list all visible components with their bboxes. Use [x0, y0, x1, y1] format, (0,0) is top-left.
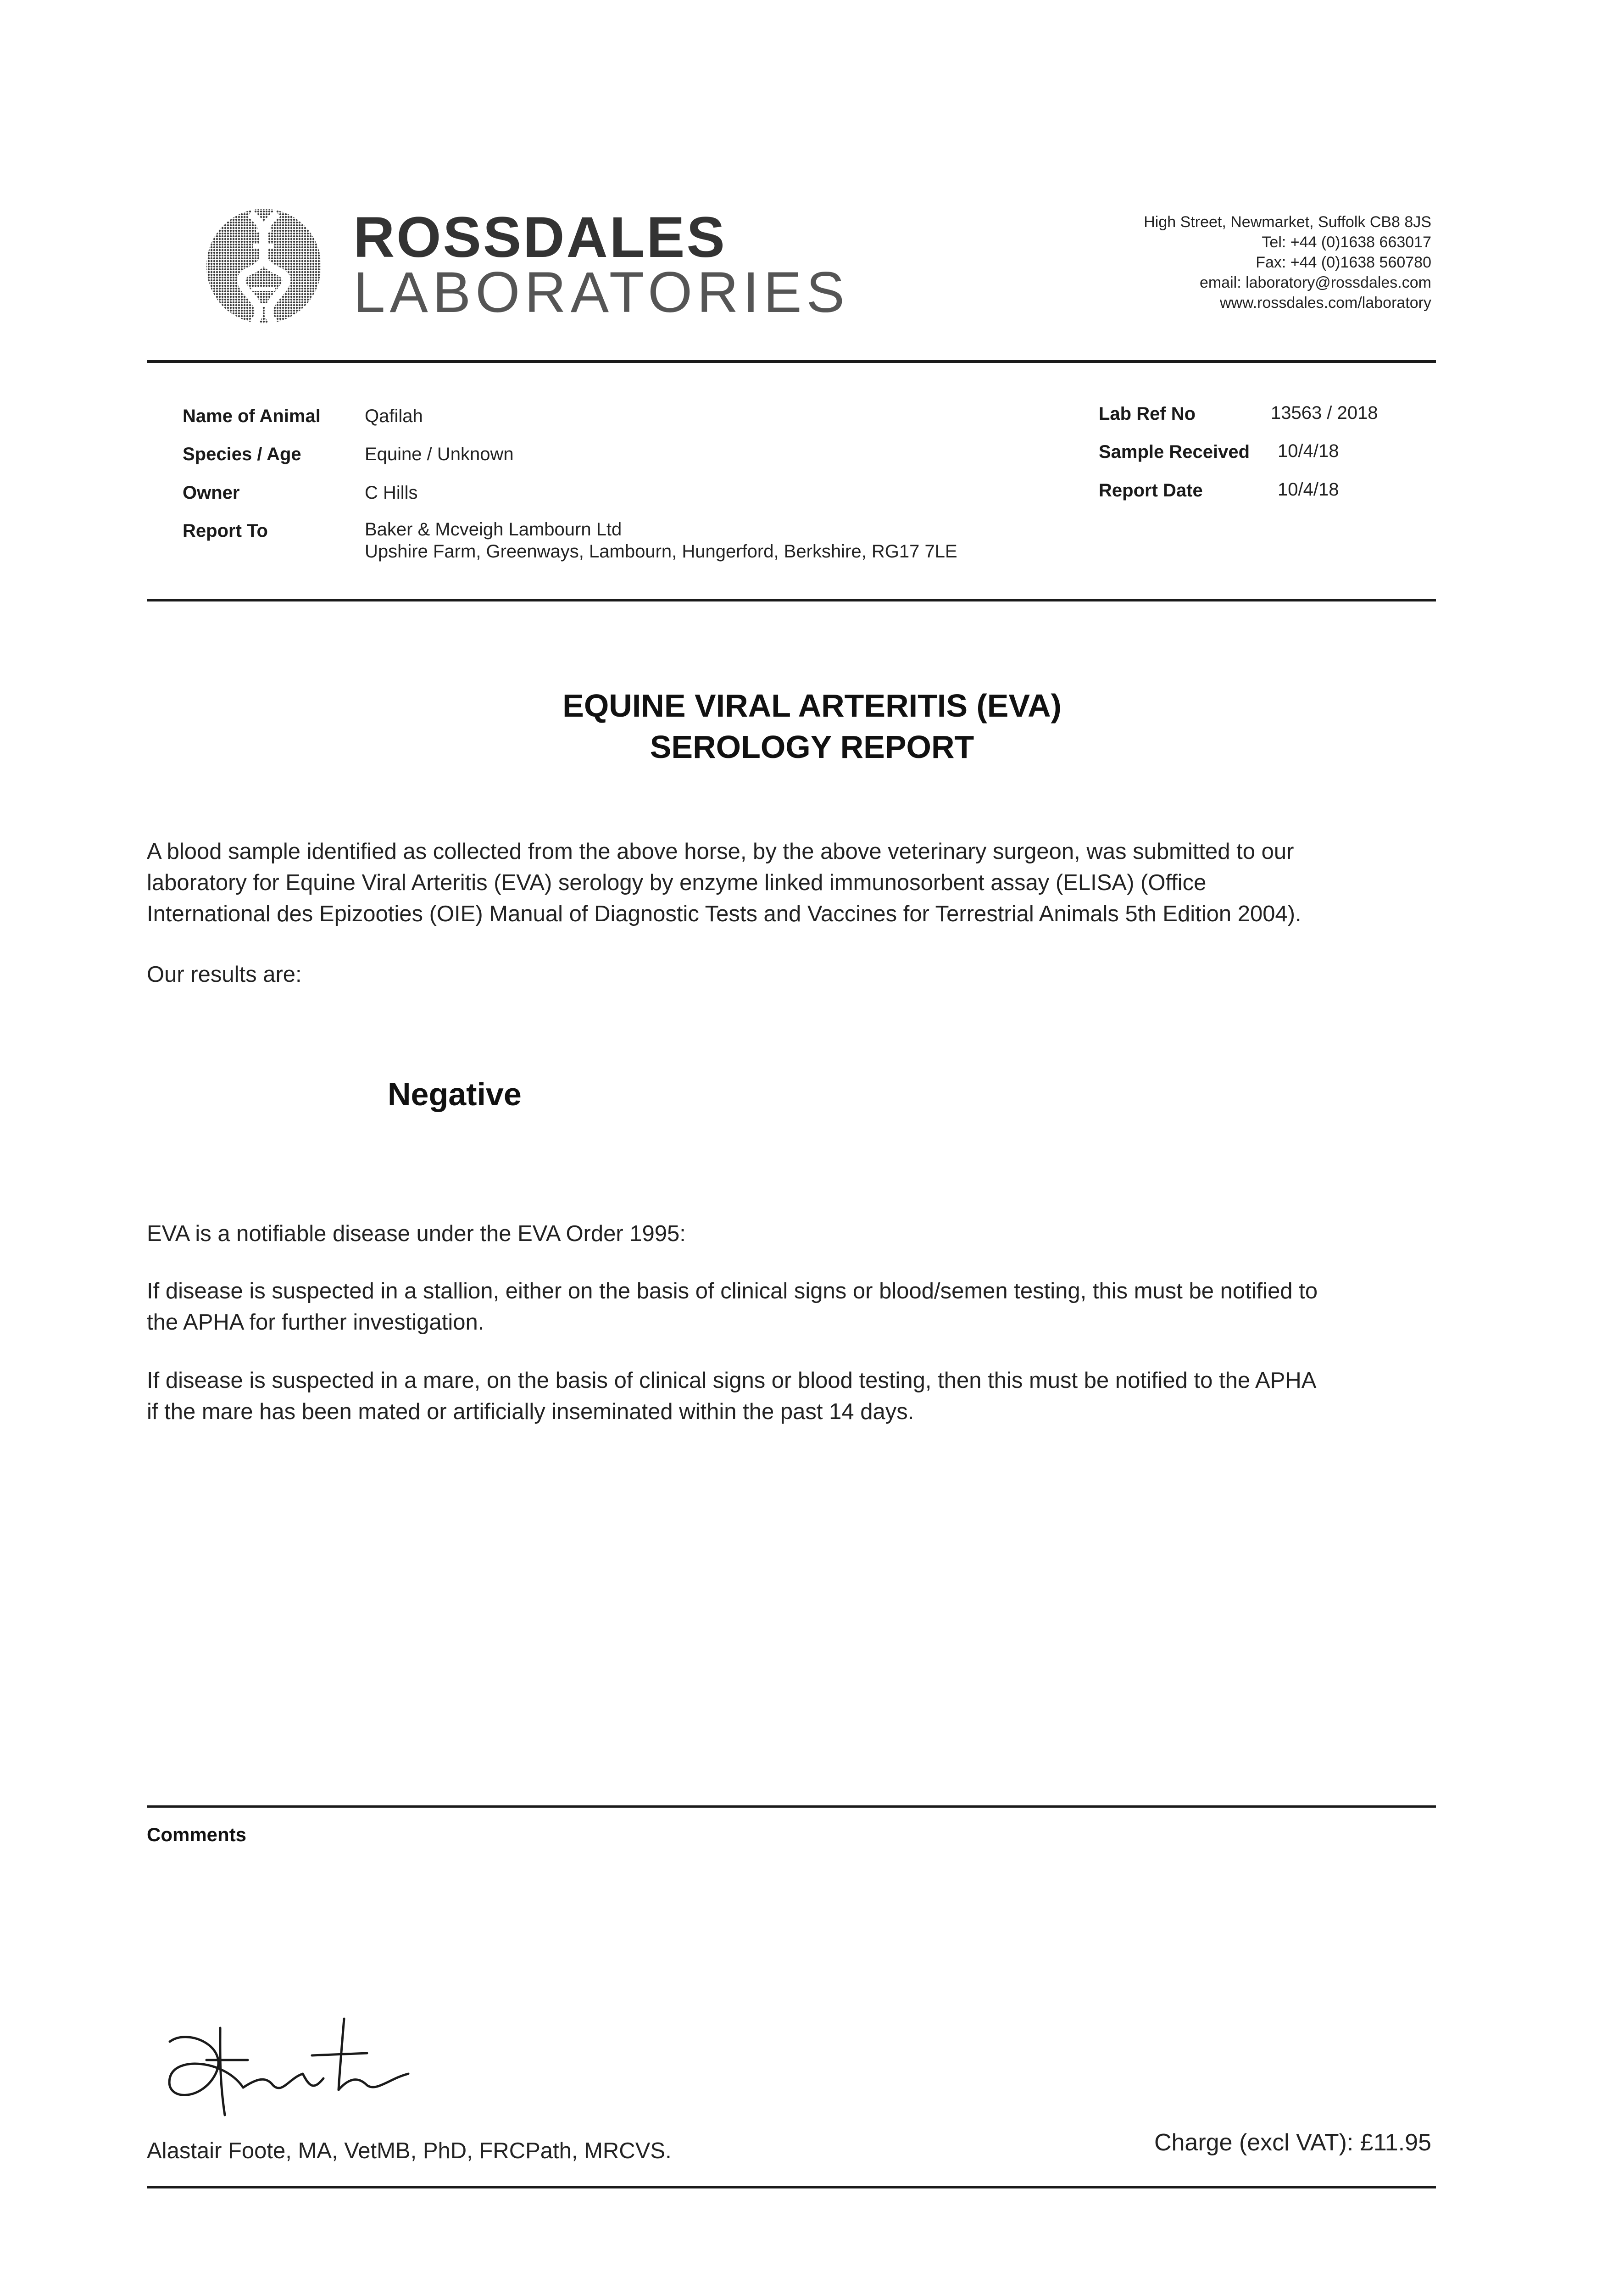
signatory-name: Alastair Foote, MA, VetMB, PhD, FRCPath, MRCVS.	[147, 2138, 672, 2163]
name-of-animal-label: Name of Animal	[183, 406, 321, 426]
signature	[151, 2010, 482, 2120]
stallion-line: If disease is suspected in a stallion, either on the basis of clinical signs or blood/semen testing, this must be notified to	[147, 1279, 1318, 1303]
website-url: www.rossdales.com/laboratory	[1219, 294, 1431, 312]
report-date-value: 10/4/18	[1278, 479, 1339, 500]
intro-line: A blood sample identified as collected from the above horse, by the above veterinary surgeon, was submitted to our	[147, 839, 1294, 864]
owner-value: C Hills	[365, 483, 418, 503]
intro-line: International des Epizooties (OIE) Manual of Diagnostic Tests and Vaccines for Terrestrial Animals 5th Edition 2004).	[147, 902, 1301, 926]
test-result: Negative	[388, 1076, 522, 1112]
sample-received-value: 10/4/18	[1278, 441, 1339, 461]
address-line: High Street, Newmarket, Suffolk CB8 8JS	[1144, 213, 1431, 231]
mare-line: if the mare has been mated or artificially inseminated within the past 14 days.	[147, 1399, 914, 1424]
species-age-label: Species / Age	[183, 444, 301, 464]
report-date-label: Report Date	[1099, 480, 1203, 501]
comments-divider	[147, 1805, 1436, 1808]
report-to-name: Baker & Mcveigh Lambourn Ltd	[365, 519, 622, 540]
comments-label: Comments	[147, 1824, 247, 1845]
owner-label: Owner	[183, 483, 240, 503]
info-divider	[147, 599, 1436, 601]
stallion-line: the APHA for further investigation.	[147, 1310, 484, 1335]
mare-paragraph	[147, 1365, 1445, 1427]
email-address: email: laboratory@rossdales.com	[1199, 274, 1431, 291]
lab-ref-value: 13563 / 2018	[1271, 403, 1378, 423]
lab-ref-label: Lab Ref No	[1099, 404, 1196, 424]
brand-subtitle: LABORATORIES	[353, 261, 849, 324]
intro-line: laboratory for Equine Viral Arteritis (EVA) serology by enzyme linked immunosorbent assay (ELISA) (Office	[147, 870, 1207, 895]
rossdales-logo-icon	[202, 202, 326, 330]
name-of-animal-value: Qafilah	[365, 406, 423, 426]
sample-received-label: Sample Received	[1099, 442, 1250, 462]
phone-number: Tel: +44 (0)1638 663017	[1262, 234, 1431, 251]
species-age-value: Equine / Unknown	[365, 444, 514, 464]
report-to-label: Report To	[183, 521, 268, 541]
report-title: EQUINE VIRAL ARTERITIS (EVA)	[562, 688, 1062, 724]
brand-name: ROSSDALES	[353, 206, 727, 269]
charge-amount: Charge (excl VAT): £11.95	[1154, 2129, 1431, 2156]
intro-paragraph	[147, 836, 1445, 930]
fax-number: Fax: +44 (0)1638 560780	[1256, 254, 1431, 271]
stallion-paragraph	[147, 1275, 1445, 1338]
report-to-address: Upshire Farm, Greenways, Lambourn, Hungerford, Berkshire, RG17 7LE	[365, 541, 957, 562]
header-divider	[147, 360, 1436, 363]
lab-address	[1144, 212, 1431, 313]
results-intro: Our results are:	[147, 962, 302, 987]
report-subtitle: SEROLOGY REPORT	[650, 729, 974, 765]
footer-divider	[147, 2186, 1436, 2188]
notifiable-statement: EVA is a notifiable disease under the EVA Order 1995:	[147, 1221, 686, 1246]
mare-line: If disease is suspected in a mare, on the basis of clinical signs or blood testing, then this must be notified to the APHA	[147, 1368, 1317, 1393]
